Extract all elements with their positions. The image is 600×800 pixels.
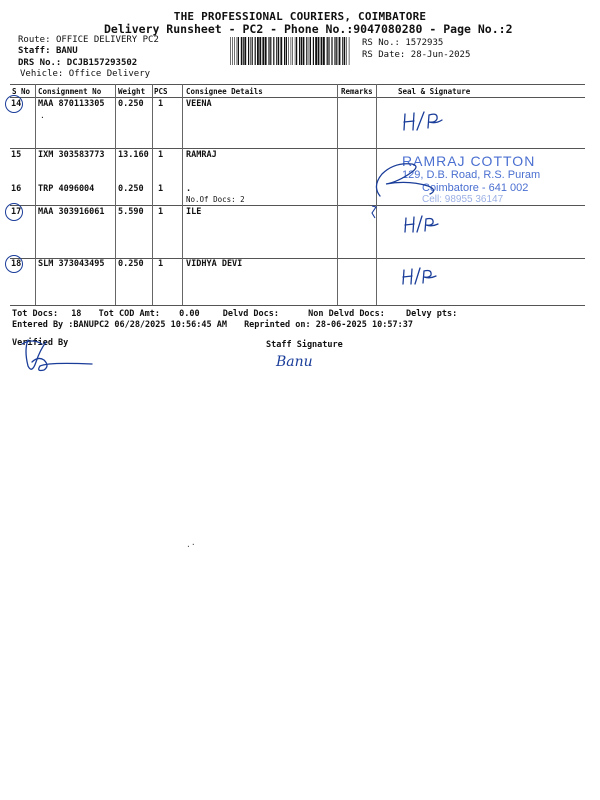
tot-docs-value: 18 [71,309,82,319]
row-weight: 0.250 [118,259,144,269]
barcode-bar [321,37,323,65]
route-label: Route: [18,35,51,45]
col-divider [35,84,36,305]
col-header-sno: S No [12,87,31,96]
barcode-bar [318,37,320,65]
tot-docs-label: Tot Docs: [12,309,59,319]
barcode-bar [232,37,233,65]
drs-value: DCJB157293502 [66,58,138,68]
barcode-bar [255,37,256,65]
barcode-bar [259,37,261,65]
barcode-bar [299,37,300,65]
row-consignment: IXM 303583773 [38,150,105,160]
company-title: THE PROFESSIONAL COURIERS, COIMBATORE [173,10,427,23]
tot-cod-label: Tot COD Amt: [98,309,160,319]
route-value: OFFICE DELIVERY PC2 [55,35,159,45]
rs-date-value: 28-Jun-2025 [410,50,471,60]
barcode-bar [336,37,337,65]
row-consignee: RAMRAJ [186,150,217,160]
rs-no-row [362,38,443,48]
barcode-bar [276,37,277,65]
staff-signature-label: Staff Signature [266,340,343,350]
barcode-bar [334,37,335,65]
barcode-bar [273,37,274,65]
barcode-bar [346,37,347,65]
barcode-bar [339,37,341,65]
barcode-bar [278,37,279,65]
col-header-pcs: PCS [154,87,168,96]
tick-mark [369,204,379,220]
stamp-name: RAMRAJ COTTON [402,153,536,169]
rs-date-row [362,50,470,60]
reprinted-on: Reprinted on: 28-06-2025 10:57:37 [244,320,413,330]
col-divider [152,84,153,305]
drs-row [18,58,137,68]
col-divider [182,84,183,305]
barcode-bar [262,37,264,65]
row-consignment: MAA 870113305 [38,99,105,109]
col-header-weight: Weight [118,87,146,96]
row-pcs: 1 [158,207,164,217]
drs-label: DRS No.: [18,58,62,68]
handwritten-signature-hr [400,110,446,134]
barcode-bar [327,37,328,65]
row-consignee: ILE [186,207,202,217]
barcode-bar [309,37,310,65]
row-pcs: 1 [158,150,164,160]
barcode-bar [296,37,297,65]
row-consignment: MAA 303916061 [38,207,105,217]
delvy-pts-label: Delvy pts: [406,309,458,319]
barcode-bar [230,37,231,65]
row-weight: 0.250 [118,184,144,194]
vehicle-label: Vehicle: [20,69,64,79]
barcode-bar [303,37,305,65]
entered-by: Entered By :BANUPC2 06/28/2025 10:56:45 AM [12,320,227,330]
handwritten-scribble [368,156,458,204]
barcode-bar [237,37,238,65]
barcode-bar [238,37,239,65]
barcode-bar [295,37,296,65]
staff-label: Staff: [18,46,51,56]
row-sno: 15 [11,150,22,160]
row-pcs: 1 [158,184,164,194]
row-weight: 5.590 [118,207,144,217]
col-header-consignment: Consignment No [38,87,102,96]
barcode-bar [270,37,271,65]
row-pcs: 1 [158,259,164,269]
row-weight: 13.160 [118,150,149,160]
barcode-bar [243,37,244,65]
row-consignment: SLM 373043495 [38,259,105,269]
barcode-bar [284,37,285,65]
barcode-bar [248,37,249,65]
row-pcs: 1 [158,99,164,109]
barcode-bar [241,37,242,65]
staff-row [18,46,78,56]
row-sno: 14 [11,99,22,109]
col-divider [337,84,338,305]
barcode-bar [250,37,251,65]
rs-date-label: RS Date: [362,50,406,60]
barcode-bar [257,37,259,65]
barcode-bar [288,37,289,65]
barcode-bar [286,37,287,65]
barcode-bar [315,37,317,65]
stamp-line3: Cell: 98955 36147 [422,194,504,205]
barcode-bar [280,37,282,65]
stamp-line1: 129, D.B. Road, R.S. Puram [402,169,541,181]
barcode-bar [313,37,314,65]
col-header-remarks: Remarks [341,87,373,96]
row-sno: 16 [11,184,22,194]
verified-by-label: Verified By [12,338,69,348]
barcode-bar [244,37,246,65]
barcode-bar [310,37,311,65]
barcode-bar [268,37,269,65]
row-divider [10,148,585,149]
row-sno: 17 [11,207,22,217]
row-consignee: . [186,184,192,194]
vehicle-value: Office Delivery [68,69,151,79]
vehicle-row [20,69,150,79]
barcode-bar [306,37,307,65]
col-header-consignee: Consignee Details [186,87,263,96]
table-top-line [10,84,585,85]
row-sno: 18 [11,259,22,269]
barcode-bar [349,37,350,65]
row-consignment: TRP 4096004 [38,184,95,194]
barcode-bar [265,37,267,65]
table-bottom-line [10,305,585,306]
stamp-line2: Coimbatore - 641 002 [422,182,529,194]
stray-mark: .· [186,540,196,549]
table-header-line [10,97,585,98]
barcode-bar [292,37,293,65]
delvd-docs-label: Delvd Docs: [222,309,280,319]
handwritten-signature-hr [400,266,440,288]
barcode-bar [331,37,332,65]
col-header-seal: Seal & Signature [398,87,471,96]
row-consignee: VEENA [186,99,212,109]
barcode [230,37,350,65]
barcode-bar [323,37,325,65]
row-note: No.Of Docs: 2 [186,195,245,204]
barcode-bar [344,37,345,65]
totals-row [12,309,457,319]
barcode-bar [301,37,302,65]
staff-value: BANU [55,46,78,56]
entry-row [12,320,413,330]
col-divider [115,84,116,305]
barcode-bar [342,37,343,65]
barcode-bar [291,37,292,65]
barcode-bar [328,37,329,65]
handwritten-signature-hr [402,214,442,236]
barcode-bar [234,37,235,65]
row-weight: 0.250 [118,99,144,109]
tot-cod-value: 0.00 [179,309,200,319]
rs-no-label: RS No.: [362,38,400,48]
route-row [18,35,159,45]
rs-no-value: 1572935 [405,38,444,48]
row-consignee: VIDHYA DEVI [186,259,243,269]
runsheet-subtitle: Delivery Runsheet - PC2 - Phone No.:9047080280 - Page No.:2 [104,22,513,36]
non-delvd-docs-label: Non Delvd Docs: [308,309,385,319]
staff-signature: Banu [276,354,313,370]
verifier-signature [18,336,98,380]
barcode-bar [252,37,253,65]
